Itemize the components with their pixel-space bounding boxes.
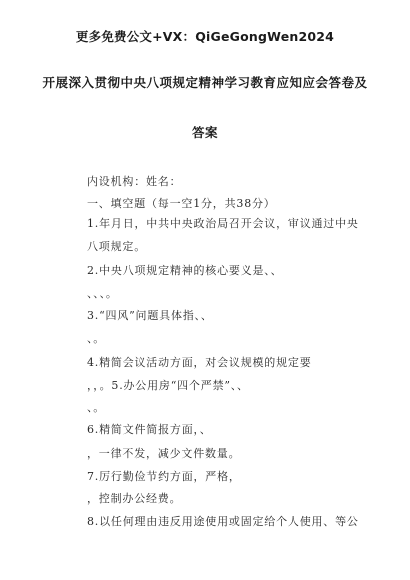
question-line: 4.精简会议活动方面，对会议规模的规定要 [87,356,312,369]
question-line: 2.中央八项规定精神的核心要义是、、 [87,264,283,277]
question-line: 、。 [87,401,106,414]
document-title-line-1: 开展深入贯彻中央八项规定精神学习教育应知应会答卷及 [42,75,368,90]
question-line: ，控制办公经费。 [87,492,182,505]
question-line: 6.精简文件简报方面，、 [87,423,212,436]
question-line: 8.以任何理由违反用途使用或固定给个人使用、等公 [87,515,359,528]
question-line: ，，。5.办公用房“四个严禁”、、 [87,379,249,392]
document-title-line-2: 答案 [191,125,218,140]
question-line: 、。 [87,332,106,345]
question-line: ，一律不发，减少文件数量。 [87,447,241,460]
question-line: 3.“四风”问题具体指、、 [87,309,213,322]
section-heading: 一、填空题（每一空1分，共38分） [87,197,276,210]
question-line: 7.厉行勤俭节约方面，严格， [87,470,241,483]
question-line: 1.年月日，中共中央政治局召开会议，审议通过中央 [87,217,359,230]
respondent-info: 内设机构：姓名： [87,175,182,188]
promo-header: 更多免费公文+VX：QiGeGongWen2024 [75,29,335,44]
question-line: 八项规定。 [87,240,146,253]
question-line: 、、、。 [87,287,118,300]
